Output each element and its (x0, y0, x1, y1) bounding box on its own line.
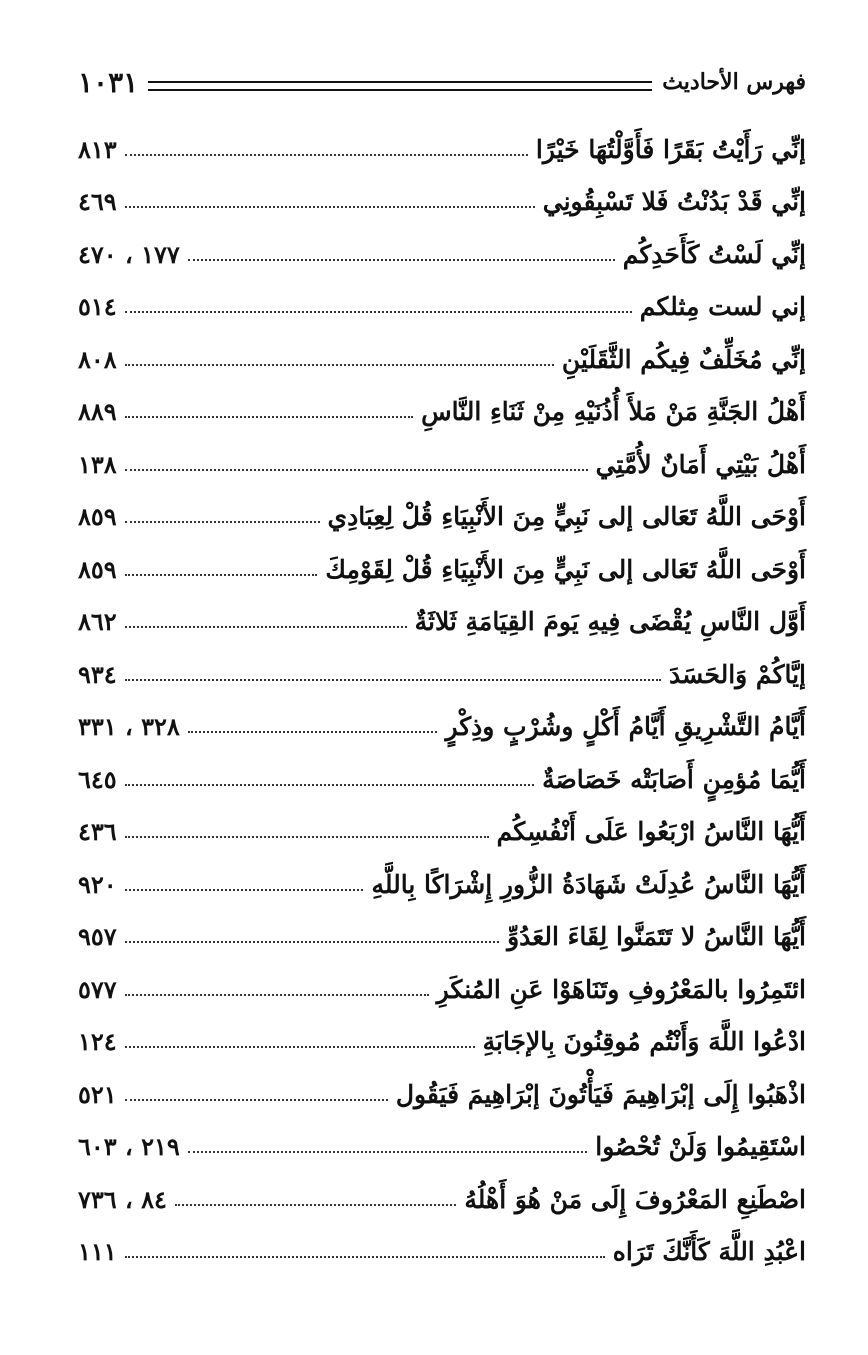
page-references: ٩٢٠ (78, 869, 117, 899)
dotted-leader (125, 994, 429, 996)
page-references: ١١١ (78, 1237, 117, 1267)
index-entry (78, 906, 806, 959)
hadith-text: أَيَّامُ التَّشْرِيقِ أَيَّامُ أَكْلٍ وشُرْبٍ وذِكْرٍ (445, 712, 806, 741)
index-entry (78, 1116, 806, 1169)
index-entry (78, 118, 806, 171)
hadith-text: أَيُّهَا النَّاسُ ارْبَعُوا عَلَى أَنْفُسِكُم (496, 817, 806, 846)
dotted-leader (125, 1256, 605, 1258)
hadith-text: ادْعُوا اللَّهَ وَأَنْتُم مُوقِنُونَ بِالإجَابَةِ (482, 1027, 806, 1056)
index-entry (78, 958, 806, 1011)
dotted-leader (125, 469, 588, 471)
header-double-rule (148, 81, 652, 91)
dotted-leader (188, 1151, 587, 1153)
page-references: ١٧٧ ، ٤٧٠ (78, 239, 180, 269)
dotted-leader (125, 836, 489, 838)
dotted-leader (125, 941, 499, 943)
index-entry (78, 171, 806, 224)
dotted-leader (125, 364, 554, 366)
page-references: ٦٤٥ (78, 764, 117, 794)
page-references: ٨٦٢ (78, 607, 117, 637)
hadith-text: أَيُّمَا مُؤمِنٍ أَصَابَتْه خَصَاصَةٌ (542, 764, 806, 794)
hadith-text: اصْطَنِعِ المَعْرُوفَ إِلَى مَنْ هُوَ أَهْلُهُ (464, 1184, 806, 1214)
hadith-text: أَوْحَى اللَّهُ تَعَالى إلى نَبِيٍّ مِنَ الأَنْبِيَاءِ قُلْ لِقَوْمِكَ (325, 554, 806, 584)
index-entry (78, 538, 806, 591)
index-entry (78, 643, 806, 696)
page-references: ٨٤ ، ٧٣٦ (78, 1184, 167, 1214)
page-references: ٤٣٦ (78, 817, 117, 847)
header-title: فهرس الأحاديث (662, 69, 806, 95)
page-references: ٨١٣ (78, 134, 117, 164)
dotted-leader (125, 574, 318, 576)
index-entry (78, 748, 806, 801)
page-references: ٥٧٧ (78, 974, 117, 1004)
hadith-text: إني لست مِثلكم (639, 292, 806, 321)
page-references: ٨٠٨ (78, 344, 117, 374)
hadith-text: إنِّي رَأَيْتُ بَقَرًا فَأَوَّلْتُهَا خَيْرًا (535, 134, 806, 164)
hadith-text: أَيُّهَا النَّاسُ لا تَتَمَنَّوا لِقَاءَ العَدُوِّ (507, 922, 806, 951)
index-entry (78, 1221, 806, 1274)
index-entry (78, 853, 806, 906)
dotted-leader (188, 731, 438, 733)
index-entry (78, 801, 806, 854)
header-page-number: ١٠٣١ (78, 65, 139, 99)
page-references: ٨٨٩ (78, 397, 117, 427)
hadith-text: اذْهَبُوا إِلَى إبْرَاهِيمَ فَيَأْتُونَ إبْرَاهِيمَ فَيَقُول (395, 1079, 806, 1109)
dotted-leader (125, 521, 320, 523)
page-references: ٤٦٩ (78, 187, 117, 217)
hadith-text: إنِّي مُخَلِّفٌ فِيكُم الثَّقَلَيْنِ (561, 344, 806, 374)
hadith-text: أَهْلُ الجَنَّةِ مَنْ مَلأَ أُذُنَيْهِ مِنْ ثَنَاءِ النَّاسِ (421, 397, 806, 426)
page-references: ٩٣٤ (78, 659, 117, 689)
dotted-leader (175, 1204, 456, 1206)
index-entry (78, 1011, 806, 1064)
page-references: ٥١٤ (78, 292, 117, 322)
dotted-leader (125, 1099, 388, 1101)
hadith-text: أَهْلُ بَيْتِي أَمَانٌ لأُمَّتِي (595, 449, 806, 479)
index-entry (78, 381, 806, 434)
page-references: ٣٢٨ ، ٣٣١ (78, 712, 180, 742)
dotted-leader (125, 311, 632, 313)
page-references: ٢١٩ ، ٦٠٣ (78, 1132, 180, 1162)
index-entry (78, 223, 806, 276)
hadith-text: إنِّي لَسْتُ كَأَحَدِكُم (622, 239, 806, 269)
hadith-index-list (78, 118, 806, 1273)
dotted-leader (125, 1046, 475, 1048)
dotted-leader (125, 889, 364, 891)
dotted-leader (125, 679, 661, 681)
page-references: ٨٥٩ (78, 502, 117, 532)
page-references: ٩٥٧ (78, 922, 117, 952)
dotted-leader (125, 626, 407, 628)
running-header (78, 62, 806, 102)
index-entry (78, 696, 806, 749)
hadith-text: أَوَّل النَّاسِ يُقْضَى فِيهِ يَومَ القِيَامَةِ ثَلاثَةٌ (414, 607, 806, 636)
dotted-leader (125, 206, 535, 208)
dotted-leader (125, 154, 528, 156)
index-entry (78, 433, 806, 486)
index-entry (78, 1168, 806, 1221)
hadith-text: إنِّي قَدْ بَدُنْتُ فَلا تَسْبِقُونِي (542, 187, 806, 216)
index-entry (78, 591, 806, 644)
index-entry (78, 276, 806, 329)
index-entry (78, 486, 806, 539)
dotted-leader (125, 416, 413, 418)
hadith-text: اعْبُدِ اللَّهَ كَأَنَّكَ تَرَاه (612, 1237, 806, 1266)
hadith-text: اسْتَقِيمُوا وَلَنْ تُحْصُوا (595, 1132, 806, 1161)
hadith-text: أَوْحَى اللَّهُ تَعَالى إلى نَبِيٍّ مِنَ الأَنْبِيَاءِ قُلْ لِعِبَادِي (327, 502, 806, 531)
page-references: ١٢٤ (78, 1027, 117, 1057)
hadith-text: ائتَمِرُوا بالمَعْرُوفِ وتَنَاهَوْا عَنِ المُنكَرِ (436, 974, 806, 1004)
hadith-text: إيَّاكُمْ وَالحَسَدَ (669, 659, 806, 689)
page-references: ١٣٨ (78, 449, 117, 479)
page-references: ٨٥٩ (78, 554, 117, 584)
hadith-text: أَيُّهَا النَّاسُ عُدِلَتْ شَهَادَةُ الزُّورِ إِشْرَاكًا بِاللَّهِ (371, 869, 806, 899)
page-references: ٥٢١ (78, 1079, 117, 1109)
dotted-leader (188, 259, 615, 261)
index-entry (78, 328, 806, 381)
dotted-leader (125, 784, 534, 786)
index-entry (78, 1063, 806, 1116)
